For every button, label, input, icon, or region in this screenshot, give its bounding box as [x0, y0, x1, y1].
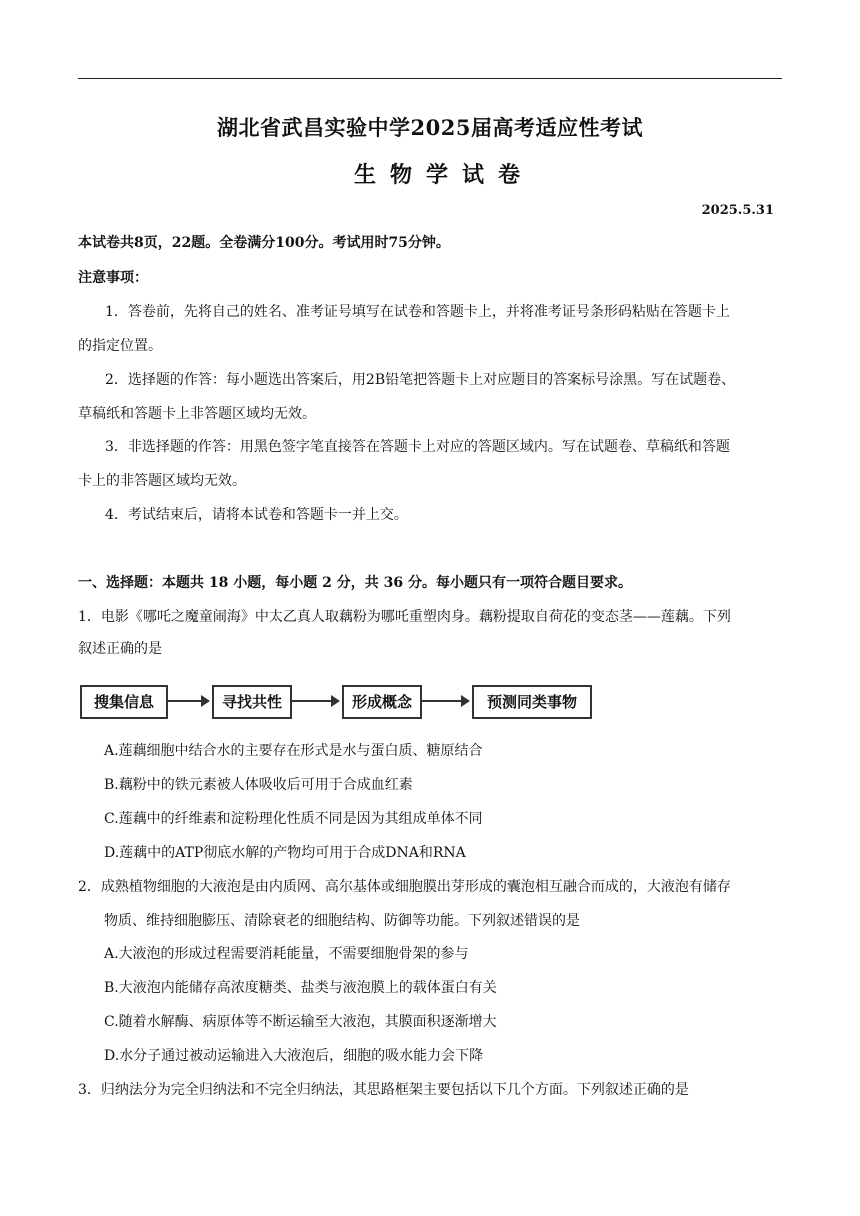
exam-summary: 本试卷共8页，22题。全卷满分100分。考试用时75分钟。 — [78, 235, 450, 251]
question-2-option-c: C.随着水解酶、病原体等不断运输至大液泡，其膜面积逐渐增大 — [104, 1014, 497, 1030]
flow-arrow-3 — [420, 700, 468, 702]
question-1-option-c: C.莲藕中的纤维素和淀粉理化性质不同是因为其组成单体不同 — [104, 811, 483, 827]
flow-arrow-1 — [166, 700, 208, 702]
notice-3-line-2: 卡上的非答题区域均无效。 — [78, 473, 246, 489]
flow-step-1: 搜集信息 — [80, 685, 168, 719]
exam-subtitle: 生物学试卷 — [353, 162, 534, 188]
question-3-line-1: 3．归纳法分为完全归纳法和不完全归纳法，其思路框架主要包括以下几个方面。下列叙述正确的是 — [78, 1082, 689, 1098]
question-2-option-d: D.水分子通过被动运输进入大液泡后，细胞的吸水能力会下降 — [104, 1048, 484, 1064]
exam-date: 2025.5.31 — [701, 203, 774, 218]
notice-4-line-1: 4．考试结束后，请将本试卷和答题卡一并上交。 — [105, 507, 408, 523]
flow-step-2: 寻找共性 — [212, 685, 292, 719]
flow-step-4: 预测同类事物 — [472, 685, 592, 719]
notice-1-line-1: 1．答卷前，先将自己的姓名、准考证号填写在试卷和答题卡上，并将准考证号条形码粘贴在答题卡上 — [105, 304, 730, 320]
notice-1-line-2: 的指定位置。 — [78, 338, 162, 354]
header-rule — [78, 78, 782, 79]
question-1-line-2: 叙述正确的是 — [78, 641, 162, 657]
notice-2-line-1: 2．选择题的作答：每小题选出答案后，用2B铅笔把答题卡上对应题目的答案标号涂黑。写在试题卷、 — [105, 372, 736, 388]
section-1-heading: 一、选择题：本题共 18 小题，每小题 2 分，共 36 分。每小题只有一项符合题目要求。 — [78, 575, 632, 591]
question-2-line-1: 2．成熟植物细胞的大液泡是由内质网、高尔基体或细胞膜出芽形成的囊泡相互融合而成的，大液泡有储存 — [78, 879, 731, 895]
question-1-option-a: A.莲藕细胞中结合水的主要存在形式是水与蛋白质、糖原结合 — [104, 743, 483, 759]
exam-title: 湖北省武昌实验中学2025届高考适应性考试 — [217, 115, 643, 140]
induction-flowchart — [80, 685, 600, 721]
notice-heading: 注意事项： — [78, 270, 148, 286]
question-2-line-2: 物质、维持细胞膨压、清除衰老的细胞结构、防御等功能。下列叙述错误的是 — [104, 913, 580, 929]
notice-2-line-2: 草稿纸和答题卡上非答题区域均无效。 — [78, 406, 316, 422]
question-2-option-b: B.大液泡内能储存高浓度糖类、盐类与液泡膜上的载体蛋白有关 — [104, 980, 497, 996]
question-1-option-b: B.藕粉中的铁元素被人体吸收后可用于合成血红素 — [104, 777, 413, 793]
flow-step-3: 形成概念 — [342, 685, 422, 719]
notice-3-line-1: 3．非选择题的作答：用黑色签字笔直接答在答题卡上对应的答题区域内。写在试题卷、草稿纸和答题 — [105, 439, 730, 455]
question-1-line-1: 1．电影《哪吒之魔童闹海》中太乙真人取藕粉为哪吒重塑肉身。藕粉提取自荷花的变态茎——莲藕。下列 — [78, 609, 731, 625]
question-1-option-d: D.莲藕中的ATP彻底水解的产物均可用于合成DNA和RNA — [104, 845, 466, 861]
flow-arrow-2 — [290, 700, 338, 702]
question-2-option-a: A.大液泡的形成过程需要消耗能量，不需要细胞骨架的参与 — [104, 946, 469, 962]
